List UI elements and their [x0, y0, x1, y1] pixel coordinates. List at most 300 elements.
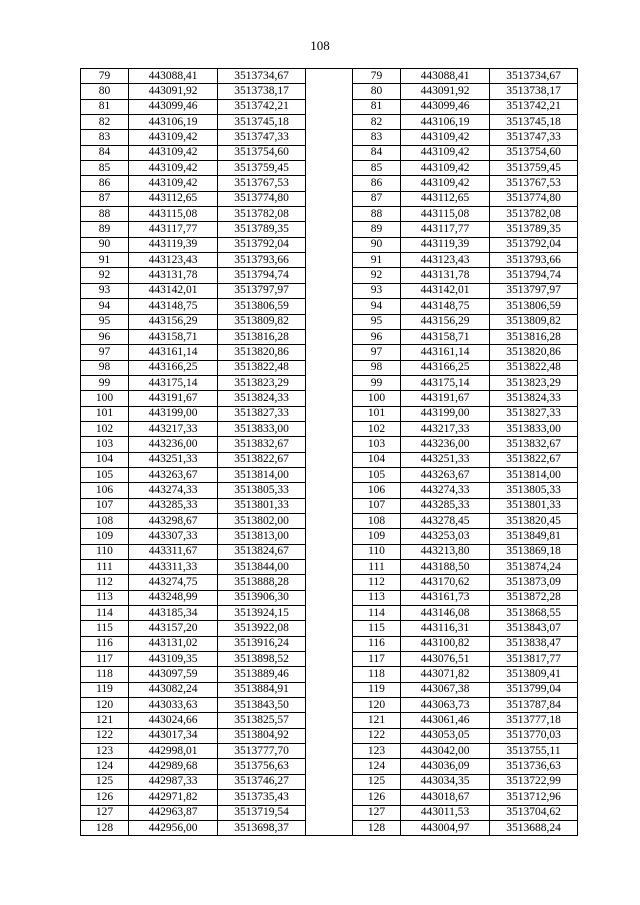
left-x-coordinate-cell: 443112,65: [129, 191, 218, 206]
right-x-coordinate-cell: 443100,82: [401, 636, 490, 651]
left-point-number-cell: 114: [81, 606, 129, 621]
left-point-number-cell: 94: [81, 299, 129, 314]
right-point-number-cell: 122: [353, 728, 401, 743]
right-y-coordinate-cell: 3513873,09: [490, 575, 578, 590]
left-y-coordinate-cell: 3513916,24: [218, 636, 306, 651]
table-row: [81, 299, 578, 314]
column-gap: [306, 774, 353, 789]
right-y-coordinate-cell: 3513738,17: [490, 84, 578, 99]
left-x-coordinate-cell: 443117,77: [129, 222, 218, 237]
left-y-coordinate-cell: 3513833,00: [218, 421, 306, 436]
left-y-coordinate-cell: 3513793,66: [218, 253, 306, 268]
column-gap: [306, 191, 353, 206]
table-row: [81, 452, 578, 467]
left-x-coordinate-cell: 443123,43: [129, 253, 218, 268]
column-gap: [306, 421, 353, 436]
column-gap: [306, 299, 353, 314]
table-row: [81, 130, 578, 145]
column-gap: [306, 268, 353, 283]
left-point-number-cell: 110: [81, 544, 129, 559]
right-y-coordinate-cell: 3513822,67: [490, 452, 578, 467]
column-gap: [306, 145, 353, 160]
right-y-coordinate-cell: 3513822,48: [490, 360, 578, 375]
right-point-number-cell: 117: [353, 652, 401, 667]
right-point-number-cell: 112: [353, 575, 401, 590]
left-y-coordinate-cell: 3513742,21: [218, 99, 306, 114]
right-point-number-cell: 128: [353, 820, 401, 835]
left-x-coordinate-cell: 443131,78: [129, 268, 218, 283]
right-point-number-cell: 86: [353, 176, 401, 191]
right-y-coordinate-cell: 3513805,33: [490, 483, 578, 498]
left-x-coordinate-cell: 443166,25: [129, 360, 218, 375]
right-point-number-cell: 120: [353, 698, 401, 713]
right-y-coordinate-cell: 3513789,35: [490, 222, 578, 237]
column-gap: [306, 513, 353, 528]
right-point-number-cell: 81: [353, 99, 401, 114]
right-point-number-cell: 97: [353, 345, 401, 360]
right-x-coordinate-cell: 443166,25: [401, 360, 490, 375]
left-y-coordinate-cell: 3513824,33: [218, 391, 306, 406]
left-y-coordinate-cell: 3513832,67: [218, 437, 306, 452]
table-row: [81, 636, 578, 651]
right-y-coordinate-cell: 3513799,04: [490, 682, 578, 697]
table-row: [81, 391, 578, 406]
right-point-number-cell: 124: [353, 759, 401, 774]
left-y-coordinate-cell: 3513822,67: [218, 452, 306, 467]
table-row: [81, 360, 578, 375]
left-y-coordinate-cell: 3513767,53: [218, 176, 306, 191]
table-row: [81, 437, 578, 452]
left-y-coordinate-cell: 3513823,29: [218, 375, 306, 390]
right-y-coordinate-cell: 3513868,55: [490, 606, 578, 621]
right-point-number-cell: 83: [353, 130, 401, 145]
left-y-coordinate-cell: 3513804,92: [218, 728, 306, 743]
left-x-coordinate-cell: 443082,24: [129, 682, 218, 697]
left-point-number-cell: 108: [81, 513, 129, 528]
left-x-coordinate-cell: 443142,01: [129, 283, 218, 298]
left-y-coordinate-cell: 3513824,67: [218, 544, 306, 559]
left-point-number-cell: 124: [81, 759, 129, 774]
left-x-coordinate-cell: 443024,66: [129, 713, 218, 728]
left-y-coordinate-cell: 3513888,28: [218, 575, 306, 590]
left-point-number-cell: 82: [81, 115, 129, 130]
right-x-coordinate-cell: 443251,33: [401, 452, 490, 467]
left-point-number-cell: 115: [81, 621, 129, 636]
right-x-coordinate-cell: 443142,01: [401, 283, 490, 298]
left-point-number-cell: 90: [81, 237, 129, 252]
left-y-coordinate-cell: 3513735,43: [218, 790, 306, 805]
left-y-coordinate-cell: 3513782,08: [218, 207, 306, 222]
right-x-coordinate-cell: 443034,35: [401, 774, 490, 789]
column-gap: [306, 682, 353, 697]
column-gap: [306, 452, 353, 467]
left-y-coordinate-cell: 3513924,15: [218, 606, 306, 621]
table-row: [81, 728, 578, 743]
right-y-coordinate-cell: 3513742,21: [490, 99, 578, 114]
left-x-coordinate-cell: 443157,20: [129, 621, 218, 636]
right-y-coordinate-cell: 3513734,67: [490, 69, 578, 84]
column-gap: [306, 69, 353, 84]
left-y-coordinate-cell: 3513789,35: [218, 222, 306, 237]
table-row: [81, 483, 578, 498]
left-y-coordinate-cell: 3513759,45: [218, 161, 306, 176]
left-point-number-cell: 97: [81, 345, 129, 360]
left-point-number-cell: 81: [81, 99, 129, 114]
table-row: [81, 774, 578, 789]
table-row: [81, 69, 578, 84]
left-y-coordinate-cell: 3513719,54: [218, 805, 306, 820]
right-y-coordinate-cell: 3513777,18: [490, 713, 578, 728]
right-x-coordinate-cell: 443116,31: [401, 621, 490, 636]
right-y-coordinate-cell: 3513787,84: [490, 698, 578, 713]
left-x-coordinate-cell: 443156,29: [129, 314, 218, 329]
column-gap: [306, 713, 353, 728]
left-point-number-cell: 80: [81, 84, 129, 99]
left-y-coordinate-cell: 3513822,48: [218, 360, 306, 375]
left-point-number-cell: 98: [81, 360, 129, 375]
left-y-coordinate-cell: 3513806,59: [218, 299, 306, 314]
right-point-number-cell: 85: [353, 161, 401, 176]
column-gap: [306, 130, 353, 145]
left-y-coordinate-cell: 3513898,52: [218, 652, 306, 667]
right-point-number-cell: 92: [353, 268, 401, 283]
table-row: [81, 176, 578, 191]
left-y-coordinate-cell: 3513844,00: [218, 560, 306, 575]
right-x-coordinate-cell: 443131,78: [401, 268, 490, 283]
right-y-coordinate-cell: 3513820,86: [490, 345, 578, 360]
column-gap: [306, 84, 353, 99]
left-x-coordinate-cell: 443106,19: [129, 115, 218, 130]
right-x-coordinate-cell: 443004,97: [401, 820, 490, 835]
table-row: [81, 237, 578, 252]
right-x-coordinate-cell: 443148,75: [401, 299, 490, 314]
table-row: [81, 467, 578, 482]
column-gap: [306, 820, 353, 835]
right-x-coordinate-cell: 443175,14: [401, 375, 490, 390]
table-row: [81, 498, 578, 513]
right-y-coordinate-cell: 3513797,97: [490, 283, 578, 298]
right-x-coordinate-cell: 443053,05: [401, 728, 490, 743]
column-gap: [306, 253, 353, 268]
right-point-number-cell: 96: [353, 329, 401, 344]
left-y-coordinate-cell: 3513906,30: [218, 590, 306, 605]
column-gap: [306, 744, 353, 759]
right-x-coordinate-cell: 443112,65: [401, 191, 490, 206]
left-point-number-cell: 102: [81, 421, 129, 436]
left-point-number-cell: 118: [81, 667, 129, 682]
left-point-number-cell: 126: [81, 790, 129, 805]
right-x-coordinate-cell: 443263,67: [401, 467, 490, 482]
right-y-coordinate-cell: 3513801,33: [490, 498, 578, 513]
right-x-coordinate-cell: 443088,41: [401, 69, 490, 84]
right-y-coordinate-cell: 3513843,07: [490, 621, 578, 636]
right-point-number-cell: 100: [353, 391, 401, 406]
left-x-coordinate-cell: 442963,87: [129, 805, 218, 820]
left-y-coordinate-cell: 3513777,70: [218, 744, 306, 759]
left-x-coordinate-cell: 443088,41: [129, 69, 218, 84]
right-x-coordinate-cell: 443274,33: [401, 483, 490, 498]
left-y-coordinate-cell: 3513843,50: [218, 698, 306, 713]
left-x-coordinate-cell: 443099,46: [129, 99, 218, 114]
right-y-coordinate-cell: 3513809,41: [490, 667, 578, 682]
right-y-coordinate-cell: 3513816,28: [490, 329, 578, 344]
left-point-number-cell: 103: [81, 437, 129, 452]
right-y-coordinate-cell: 3513747,33: [490, 130, 578, 145]
column-gap: [306, 406, 353, 421]
page-number: 108: [310, 38, 330, 53]
right-point-number-cell: 110: [353, 544, 401, 559]
right-y-coordinate-cell: 3513874,24: [490, 560, 578, 575]
left-x-coordinate-cell: 443091,92: [129, 84, 218, 99]
right-point-number-cell: 118: [353, 667, 401, 682]
right-x-coordinate-cell: 443236,00: [401, 437, 490, 452]
table-row: [81, 207, 578, 222]
left-x-coordinate-cell: 443285,33: [129, 498, 218, 513]
left-x-coordinate-cell: 443109,42: [129, 161, 218, 176]
column-gap: [306, 621, 353, 636]
right-x-coordinate-cell: 443119,39: [401, 237, 490, 252]
left-x-coordinate-cell: 443109,42: [129, 176, 218, 191]
left-x-coordinate-cell: 443109,42: [129, 145, 218, 160]
table-row: [81, 222, 578, 237]
left-point-number-cell: 83: [81, 130, 129, 145]
right-x-coordinate-cell: 443161,14: [401, 345, 490, 360]
column-gap: [306, 698, 353, 713]
left-y-coordinate-cell: 3513756,63: [218, 759, 306, 774]
left-point-number-cell: 91: [81, 253, 129, 268]
table-row: [81, 314, 578, 329]
column-gap: [306, 498, 353, 513]
table-row: [81, 682, 578, 697]
right-y-coordinate-cell: 3513745,18: [490, 115, 578, 130]
right-point-number-cell: 127: [353, 805, 401, 820]
left-x-coordinate-cell: 443263,67: [129, 467, 218, 482]
table-row: [81, 115, 578, 130]
table-row: [81, 513, 578, 528]
right-x-coordinate-cell: 443106,19: [401, 115, 490, 130]
left-point-number-cell: 88: [81, 207, 129, 222]
right-x-coordinate-cell: 443091,92: [401, 84, 490, 99]
right-y-coordinate-cell: 3513817,77: [490, 652, 578, 667]
right-point-number-cell: 90: [353, 237, 401, 252]
column-gap: [306, 544, 353, 559]
right-point-number-cell: 109: [353, 529, 401, 544]
right-point-number-cell: 102: [353, 421, 401, 436]
left-y-coordinate-cell: 3513797,97: [218, 283, 306, 298]
left-y-coordinate-cell: 3513820,86: [218, 345, 306, 360]
table-row: [81, 145, 578, 160]
right-y-coordinate-cell: 3513767,53: [490, 176, 578, 191]
left-point-number-cell: 122: [81, 728, 129, 743]
left-y-coordinate-cell: 3513889,46: [218, 667, 306, 682]
right-point-number-cell: 126: [353, 790, 401, 805]
column-gap: [306, 759, 353, 774]
table-row: [81, 268, 578, 283]
column-gap: [306, 652, 353, 667]
right-y-coordinate-cell: 3513792,04: [490, 237, 578, 252]
table-row: [81, 84, 578, 99]
table-row: [81, 345, 578, 360]
right-x-coordinate-cell: 443042,00: [401, 744, 490, 759]
table-row: [81, 805, 578, 820]
left-point-number-cell: 79: [81, 69, 129, 84]
column-gap: [306, 207, 353, 222]
left-point-number-cell: 92: [81, 268, 129, 283]
left-y-coordinate-cell: 3513813,00: [218, 529, 306, 544]
column-gap: [306, 790, 353, 805]
right-y-coordinate-cell: 3513824,33: [490, 391, 578, 406]
table-row: [81, 790, 578, 805]
right-y-coordinate-cell: 3513838,47: [490, 636, 578, 651]
right-y-coordinate-cell: 3513833,00: [490, 421, 578, 436]
column-gap: [306, 345, 353, 360]
right-y-coordinate-cell: 3513770,03: [490, 728, 578, 743]
left-y-coordinate-cell: 3513816,28: [218, 329, 306, 344]
right-x-coordinate-cell: 443170,62: [401, 575, 490, 590]
left-x-coordinate-cell: 443298,67: [129, 513, 218, 528]
right-x-coordinate-cell: 443115,08: [401, 207, 490, 222]
left-x-coordinate-cell: 443033,63: [129, 698, 218, 713]
table-row: [81, 283, 578, 298]
right-x-coordinate-cell: 443156,29: [401, 314, 490, 329]
left-y-coordinate-cell: 3513734,67: [218, 69, 306, 84]
coordinates-table: [80, 68, 578, 836]
right-x-coordinate-cell: 443011,53: [401, 805, 490, 820]
left-x-coordinate-cell: 443148,75: [129, 299, 218, 314]
column-gap: [306, 115, 353, 130]
column-gap: [306, 606, 353, 621]
right-point-number-cell: 121: [353, 713, 401, 728]
left-x-coordinate-cell: 443109,42: [129, 130, 218, 145]
left-x-coordinate-cell: 443158,71: [129, 329, 218, 344]
column-gap: [306, 314, 353, 329]
column-gap: [306, 360, 353, 375]
column-gap: [306, 667, 353, 682]
right-point-number-cell: 107: [353, 498, 401, 513]
right-x-coordinate-cell: 443109,42: [401, 161, 490, 176]
left-y-coordinate-cell: 3513814,00: [218, 467, 306, 482]
left-y-coordinate-cell: 3513794,74: [218, 268, 306, 283]
column-gap: [306, 575, 353, 590]
right-x-coordinate-cell: 443076,51: [401, 652, 490, 667]
left-point-number-cell: 105: [81, 467, 129, 482]
right-x-coordinate-cell: 443158,71: [401, 329, 490, 344]
right-y-coordinate-cell: 3513782,08: [490, 207, 578, 222]
left-point-number-cell: 111: [81, 560, 129, 575]
table-row: [81, 652, 578, 667]
right-x-coordinate-cell: 443199,00: [401, 406, 490, 421]
left-point-number-cell: 127: [81, 805, 129, 820]
left-point-number-cell: 96: [81, 329, 129, 344]
left-point-number-cell: 116: [81, 636, 129, 651]
right-point-number-cell: 84: [353, 145, 401, 160]
left-x-coordinate-cell: 443017,34: [129, 728, 218, 743]
left-y-coordinate-cell: 3513884,91: [218, 682, 306, 697]
left-y-coordinate-cell: 3513746,27: [218, 774, 306, 789]
left-x-coordinate-cell: 443119,39: [129, 237, 218, 252]
column-gap: [306, 560, 353, 575]
right-point-number-cell: 80: [353, 84, 401, 99]
table-row: [81, 161, 578, 176]
column-gap: [306, 329, 353, 344]
left-point-number-cell: 87: [81, 191, 129, 206]
left-point-number-cell: 121: [81, 713, 129, 728]
left-point-number-cell: 107: [81, 498, 129, 513]
left-point-number-cell: 84: [81, 145, 129, 160]
right-point-number-cell: 111: [353, 560, 401, 575]
left-x-coordinate-cell: 443115,08: [129, 207, 218, 222]
table-row: [81, 713, 578, 728]
table-row: [81, 560, 578, 575]
right-y-coordinate-cell: 3513793,66: [490, 253, 578, 268]
table-row: [81, 406, 578, 421]
right-point-number-cell: 91: [353, 253, 401, 268]
right-y-coordinate-cell: 3513688,24: [490, 820, 578, 835]
right-x-coordinate-cell: 443161,73: [401, 590, 490, 605]
column-gap: [306, 176, 353, 191]
right-x-coordinate-cell: 443099,46: [401, 99, 490, 114]
right-x-coordinate-cell: 443036,09: [401, 759, 490, 774]
right-point-number-cell: 123: [353, 744, 401, 759]
left-point-number-cell: 128: [81, 820, 129, 835]
right-y-coordinate-cell: 3513849,81: [490, 529, 578, 544]
left-x-coordinate-cell: 443248,99: [129, 590, 218, 605]
column-gap: [306, 529, 353, 544]
right-x-coordinate-cell: 443061,46: [401, 713, 490, 728]
right-y-coordinate-cell: 3513809,82: [490, 314, 578, 329]
table-row: [81, 99, 578, 114]
table-row: [81, 544, 578, 559]
left-y-coordinate-cell: 3513825,57: [218, 713, 306, 728]
left-x-coordinate-cell: 443311,67: [129, 544, 218, 559]
right-point-number-cell: 98: [353, 360, 401, 375]
right-x-coordinate-cell: 443191,67: [401, 391, 490, 406]
right-point-number-cell: 105: [353, 467, 401, 482]
left-y-coordinate-cell: 3513809,82: [218, 314, 306, 329]
left-point-number-cell: 113: [81, 590, 129, 605]
right-x-coordinate-cell: 443253,03: [401, 529, 490, 544]
right-x-coordinate-cell: 443123,43: [401, 253, 490, 268]
left-y-coordinate-cell: 3513801,33: [218, 498, 306, 513]
right-point-number-cell: 125: [353, 774, 401, 789]
left-point-number-cell: 123: [81, 744, 129, 759]
column-gap: [306, 728, 353, 743]
left-x-coordinate-cell: 443175,14: [129, 375, 218, 390]
right-y-coordinate-cell: 3513722,99: [490, 774, 578, 789]
right-point-number-cell: 82: [353, 115, 401, 130]
left-point-number-cell: 104: [81, 452, 129, 467]
left-y-coordinate-cell: 3513792,04: [218, 237, 306, 252]
table-row: [81, 744, 578, 759]
left-x-coordinate-cell: 443191,67: [129, 391, 218, 406]
table-row: [81, 375, 578, 390]
right-x-coordinate-cell: 443071,82: [401, 667, 490, 682]
right-point-number-cell: 99: [353, 375, 401, 390]
left-point-number-cell: 99: [81, 375, 129, 390]
column-gap: [306, 222, 353, 237]
table-row: [81, 621, 578, 636]
table-row: [81, 329, 578, 344]
left-y-coordinate-cell: 3513922,08: [218, 621, 306, 636]
column-gap: [306, 467, 353, 482]
left-point-number-cell: 106: [81, 483, 129, 498]
table-row: [81, 191, 578, 206]
left-x-coordinate-cell: 443274,33: [129, 483, 218, 498]
left-x-coordinate-cell: 442998,01: [129, 744, 218, 759]
right-point-number-cell: 94: [353, 299, 401, 314]
left-x-coordinate-cell: 443236,00: [129, 437, 218, 452]
left-point-number-cell: 117: [81, 652, 129, 667]
